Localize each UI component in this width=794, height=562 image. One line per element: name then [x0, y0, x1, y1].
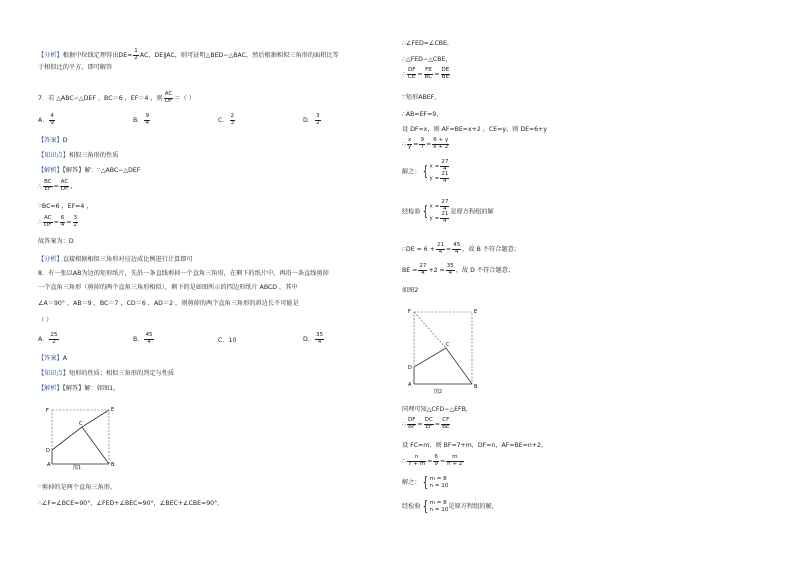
q7-knowledge-point: 【知识点】相似三角形的性质: [38, 152, 119, 159]
q7-solution-3: ∵BC=6 ，EF=4 ，: [38, 203, 93, 210]
q8-option-c: C．10: [218, 337, 237, 344]
fig2-label-a: A: [408, 382, 412, 388]
right-line-10: ∴DE = 6 + $\frac{21}{4}$ = $\frac{45}{4}$ ，故 B 不符合题意；: [402, 242, 520, 255]
q8-option-a: A． $\frac{25}{2}$: [38, 332, 58, 345]
q8-solution-2: ∵剪掉的是两个直角三角形，: [38, 484, 117, 491]
right-line-13: 同理可知△CFD∽△EFB，: [402, 406, 472, 413]
right-line-4: ∵矩形ABEF，: [402, 94, 441, 101]
fig2-edges-dc-cb: [414, 348, 472, 384]
fig1-label-e: E: [111, 407, 115, 413]
q8-solution-1: 【解析】【解答】解：如图1，: [38, 385, 120, 392]
right-line-17: 解之： { m = 8 n = 10: [402, 475, 449, 491]
right-line-18: 经检验 { m = 8 n = 10 是原方程组的解，: [402, 499, 498, 515]
fig1-edges-dc-cb: [52, 427, 109, 464]
figure-1-diagram: [42, 405, 122, 467]
q8-solution-3: ∴∠F=∠BCE=90°，∠FED+∠BEC=90°，∠BEC+∠CBE=90°，: [38, 500, 224, 507]
fig2-label-d: D: [408, 365, 412, 371]
figure-1-caption: 图1: [72, 465, 82, 471]
right-line-8: 解之： { x = $\frac{27}{4}$ y = $\frac{21}{4}$: [402, 159, 449, 184]
fig1-label-f: F: [46, 408, 49, 414]
q8-stem-2: 一个直角三角形（剪掉的两个直角三角形相似），剩下的是如图所示的四边形纸片 ABCD ，其中: [38, 284, 298, 291]
fig1-label-b: B: [111, 462, 115, 467]
q7-solution-1: 【解析】【解答】解：∵△ABC∽△DEF: [38, 167, 141, 174]
right-line-9: 经检验 { x = $\frac{27}{4}$ y = $\frac{21}{4}$ 是原方程组的解: [402, 199, 494, 224]
fig1-rectangle: [52, 410, 109, 464]
right-line-3: ∴ $\frac{DF}{CE}$ = $\frac{FE}{BC}$ = $\frac{DE}{BE}$: [402, 67, 450, 80]
q8-knowledge-point: 【知识点】矩形的性质；相似三角形的判定与性质: [38, 370, 175, 377]
right-line-16: ∴ $\frac{n}{7 + m}$ = $\frac{6}{9}$ = $\frac{m}{n + 2}$: [402, 454, 463, 467]
q7-option-c: C． $\frac{2}{3}$: [218, 113, 235, 126]
right-line-14: ∴ $\frac{DF}{BF}$ = $\frac{DC}{EF}$ = $\frac{CF}{BE}$: [402, 417, 450, 430]
right-line-15: 设 FC=m，则 BF=7+m，DF=n，AF=BE=n+2，: [402, 442, 548, 449]
q7-answer: 【答案】D: [38, 137, 68, 144]
right-line-11: BE = $\frac{27}{4}$ +2 = $\frac{35}{4}$ ，故 D 不符合题意；: [402, 263, 515, 276]
q7-solution-2: ∴ $\frac{BC}{EF}$ = $\frac{AC}{DF}$ ，: [38, 179, 77, 192]
q8-stem-1: 8．有一张以AB为边的矩形纸片，先沿一条直线剪掉一个直角三角形，在剩下的纸片中，再沿一条直线剪掉: [38, 270, 329, 277]
right-line-7: ∴ $\frac{x}{y}$ = $\frac{9}{7}$ = $\frac{6 + y}{x + 2}$: [402, 137, 449, 150]
analysis-line-1: 【分析】根据中位线定理得出DE= $\frac{1}{2}$ AC，DE∥AC，则可证明△BED∽△BAC，然后根据相似三角形的面积比等: [38, 48, 339, 61]
fig2-label-b: B: [474, 384, 478, 390]
fig2-label-e: E: [474, 309, 478, 315]
fig2-dashed-fc: [414, 312, 446, 348]
q8-stem-3: ∠A＝90° ，AB＝9 ，BC＝7 ，CD＝6 ，AD＝2 ，则剪掉的两个直角三角形的斜边长不可能是: [38, 300, 299, 307]
fig2-label-f: F: [408, 309, 411, 315]
q8-option-d: D． $\frac{35}{4}$: [303, 332, 324, 345]
q7-option-b: B． $\frac{9}{4}$: [133, 113, 149, 126]
q7-solution-5: 故答案为：D: [38, 238, 74, 245]
fig1-label-d: D: [46, 448, 50, 454]
fig1-edge-ce: [82, 410, 109, 427]
q7-option-d: D． $\frac{3}{2}$: [303, 113, 320, 126]
fig1-label-a: A: [47, 462, 51, 467]
right-line-6: 设 DF=x，则 AF=BE=x+2 ，CE=y，则 DE=6+y: [402, 126, 547, 133]
fig2-label-c: C: [446, 342, 450, 348]
right-line-5: ∴AB=EF=9，: [402, 111, 443, 118]
question-7-stem: 7．若 △ABC∽△DEF ，BC＝6 ，EF＝4 ，则 $\frac{AC}{DF}$ ＝（ ）: [38, 91, 195, 104]
q8-option-b: B． $\frac{45}{4}$: [133, 332, 153, 345]
right-line-1: ∴∠FED=∠CBE，: [402, 40, 454, 47]
fig2-rectangle: [414, 312, 472, 384]
analysis-tag: 【分析】: [38, 52, 63, 60]
figure-2-diagram: [406, 304, 481, 396]
q7-solution-4: ∴ $\frac{AC}{DF}$ = $\frac{6}{4}$ = $\frac{3}{2}$: [38, 215, 78, 228]
q8-stem-4: （ ）: [38, 317, 53, 324]
q8-answer: 【答案】A: [38, 355, 67, 362]
q7-analysis: 【分析】直接根据相似三角形对应边成比例进行计算即可: [38, 256, 193, 263]
analysis-line-2: 于相似比的平方，即可解答: [38, 64, 113, 71]
fig1-label-c: C: [79, 421, 83, 427]
q7-option-a: A． $\frac{4}{9}$: [38, 113, 54, 126]
figure-2-caption: 图2: [433, 389, 443, 395]
right-line-12: 如图2: [402, 287, 419, 294]
right-line-2: ∴△FED∽△CBE，: [402, 56, 452, 63]
